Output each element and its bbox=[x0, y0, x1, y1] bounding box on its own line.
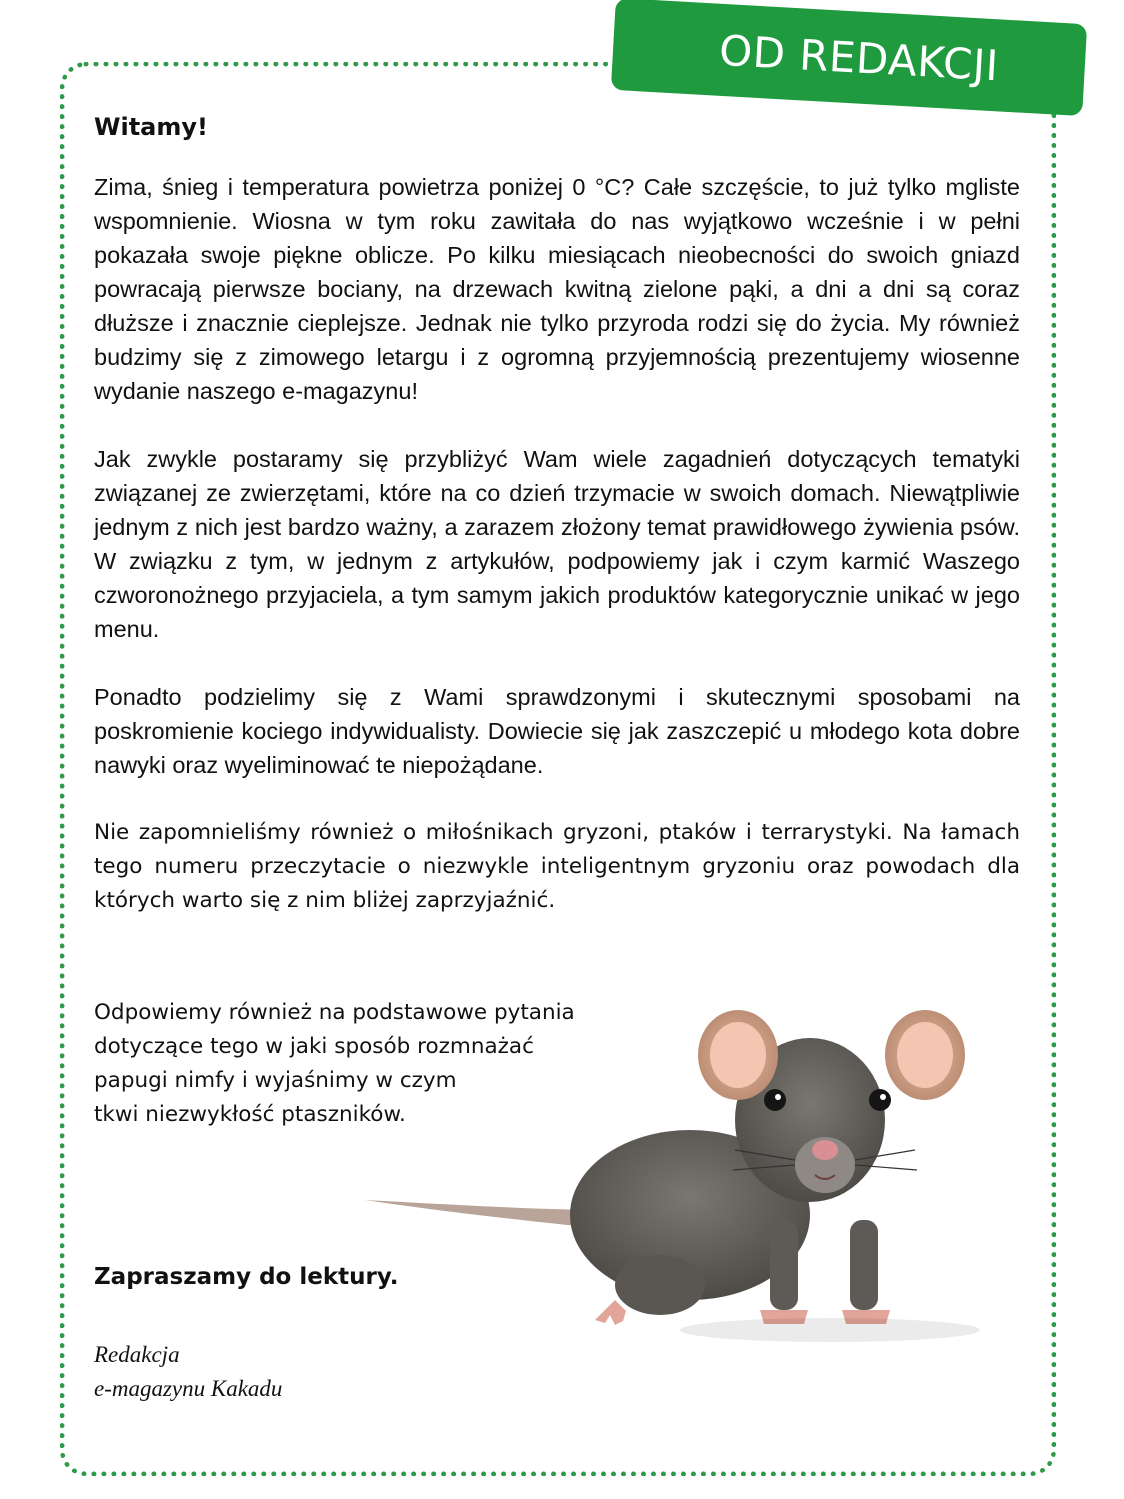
section-title: OD REDAKCJI bbox=[718, 25, 1000, 90]
short-line-3: papugi nimfy i wyjaśnimy w czym bbox=[94, 1068, 457, 1093]
paragraph-3: Ponadto podzielimy się z Wami sprawdzonymi i skutecznymi sposobami na poskromienie kociego indywidualisty. Dowiecie się jak zaszczepić u młodego kota dobre nawyki oraz wyeliminować te niepożądane. bbox=[94, 684, 1020, 778]
rat-illustration bbox=[360, 1000, 1010, 1400]
paragraph-2: Jak zwykle postaramy się przybliżyć Wam wiele zagadnień dotyczących tematyki związanej ze zwierzętami, które na co dzień trzymacie w swoich domach. Niewątpliwie jednym z nich jest bardzo ważny, a zarazem złożony temat prawidłowego żywienia psów. W związku z tym, w jednym z artykułów, podpowiemy jak i czym karmić Waszego czworonożnego przyjaciela, a tym samym jakich produktów kategorycznie unikać w jego menu. bbox=[94, 446, 1020, 642]
paragraph-1: Zima, śnieg i temperatura powietrza poniżej 0 °C? Całe szczęście, to już tylko mgliste wspomnienie. Wiosna w tym roku zawitała do nas wyjątkowo wcześnie i w pełni pokazała swoje piękne oblicze. Po kilku miesiącach nieobecności do swoich gniazd powracają pierwsze bociany, na drzewach kwitną zielone pąki, a dni a dni są coraz dłuższe i znacznie cieplejsze. Jednak nie tylko przyroda rodzi się do życia. My również budzimy się z zimowego letargu i z ogromną przyjemnością prezentujemy wiosenne wydanie naszego e-magazynu! bbox=[94, 174, 1020, 404]
short-line-4: tkwi niezwykłość ptaszników. bbox=[94, 1102, 406, 1127]
signature bbox=[94, 1338, 282, 1406]
closing-line: Zapraszamy do lektury. bbox=[94, 1264, 399, 1290]
short-line-2: dotyczące tego w jaki sposób rozmnażać bbox=[94, 1034, 534, 1059]
paragraph-4: Nie zapomnieliśmy również o miłośnikach gryzoni, ptaków i terrarystyki. Na łamach tego numeru przeczytacie o niezwykle inteligentnym gryzoniu oraz powodach dla których warto się z nim bliżej zaprzyjaźnić. bbox=[94, 820, 1020, 913]
signature-line-2: e-magazynu Kakadu bbox=[94, 1376, 283, 1401]
signature-line-1: Redakcja bbox=[94, 1342, 180, 1367]
greeting-heading: Witamy! bbox=[94, 113, 208, 141]
letter-body bbox=[94, 112, 1020, 952]
short-line-1: Odpowiemy również na podstawowe pytania bbox=[94, 1000, 575, 1025]
